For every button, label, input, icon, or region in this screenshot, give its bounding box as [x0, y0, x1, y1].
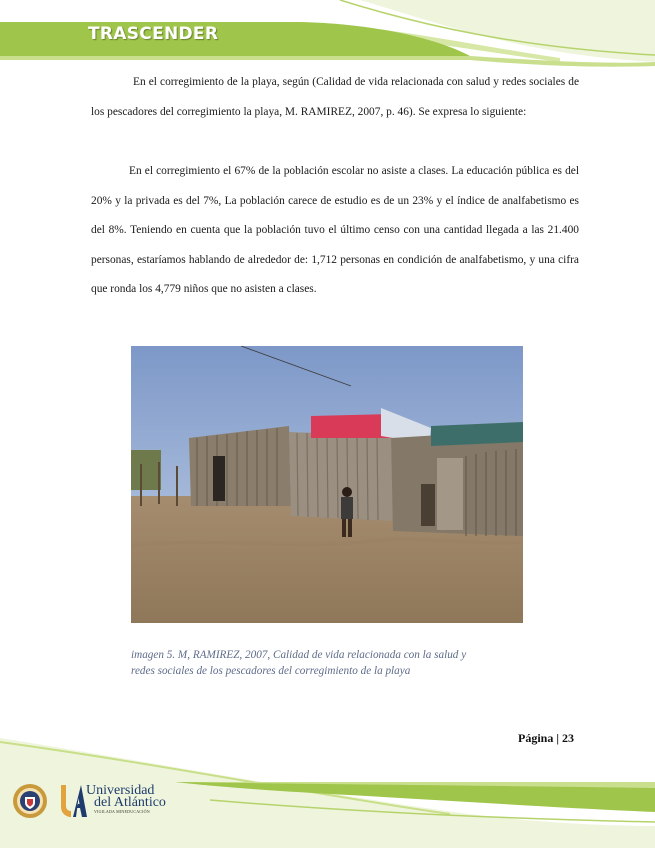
logo-line-2: del Atlántico [94, 795, 166, 810]
logo-line-1: Universidad [86, 783, 155, 798]
page-number: Página | 23 [518, 731, 574, 745]
paragraph-1: En el corregimiento de la playa, según (Calidad de vida relacionada con salud y redes sociales de los pescadores del corregimiento la playa, M. RAMIREZ, 2007, p. 46). Se expresa lo siguiente: [91, 76, 579, 118]
university-logo-text [86, 785, 166, 815]
logo-line-3: VIGILADA MINEDUCACIÓN [94, 809, 150, 814]
paragraph-2: En el corregimiento el 67% de la población escolar no asiste a clases. La educación pública es del 20% y la privada es del 7%, La población carece de estudio es de un 23% y el índice de analfabetismo es del 8%. Teniendo en cuenta que la población tuvo el último censo con una cantidad llegada a las 21.400 personas, estaríamos hablando de alrededor de: 1,712 personas en condición de analfabetismo, y una cifra que ronda los 4,779 niños que no asisten a clases. [91, 165, 579, 296]
caption-line-1: imagen 5. M, RAMIREZ, 2007, Calidad de vida relacionada con la salud y [131, 649, 467, 661]
ua-logo-icon [57, 781, 89, 821]
caption-line-2: redes sociales de los pescadores del corregimiento de la playa [131, 665, 411, 677]
university-seal-icon [12, 783, 48, 819]
header-title: TRASCENDER [88, 24, 219, 44]
